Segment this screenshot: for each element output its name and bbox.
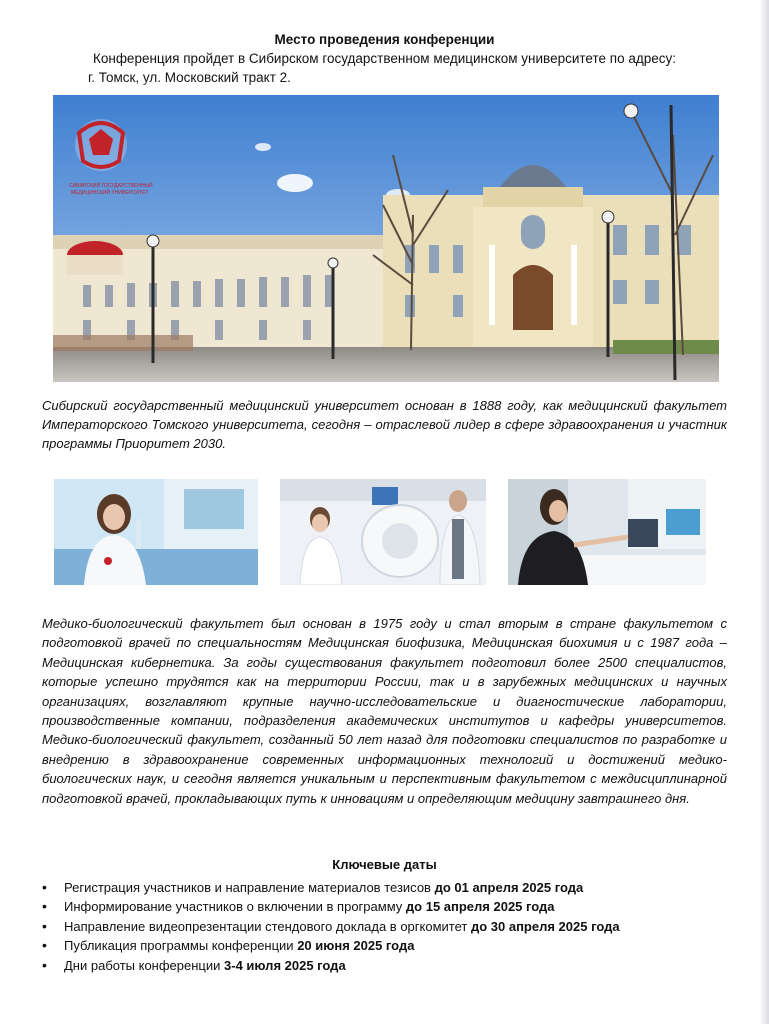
lab-photo-student-pipette [54, 479, 258, 585]
logo-text-line-2: МЕДИЦИНСКИЙ УНИВЕРСИТЕТ [71, 190, 149, 196]
date-value: до 30 апреля 2025 года [470, 918, 620, 934]
date-value: до 15 апреля 2025 года [405, 899, 555, 915]
faculty-description: Медико-биологический факультет был основан в 1975 году и стал вторым в стране факультетом с подготовкой врачей по специальностям Медицинская биофизика, Медицинская биохимия и с 1987 года – Медицинская кибернетика. За годы существования факультет подготовил более 2500 специалистов, которые успешно трудятся как на территории России, так и в зарубежных медицинских и научных организациях, возглавляют крупные научно-исследовательские и диагностические лаборатории, производственные компании, подразделения академических институтов и кафедры университетов. Медико-биологический факультет, созданный 50 лет назад для подготовки специалистов по разработке и внедрению в здравоохранение современных информационных технологий и достижений медико-биологических наук, и сегодня является уникальным и перспективным факультетом с междисциплинарной подготовкой врачей, прокладывающих путь к инновациям и определяющим медицину завтрашнего дня. [42, 616, 727, 806]
key-dates-title: Ключевые даты [332, 857, 437, 872]
list-item: • Дни работы конференции 3-4 июля 2025 года [42, 956, 722, 975]
date-value: 20 июня 2025 года [297, 938, 415, 954]
list-item: • Регистрация участников и направление материалов тезисов до 01 апреля 2025 года [42, 878, 722, 897]
lab-photo-ultrasound-workstation [508, 479, 706, 585]
university-caption: Сибирский государственный медицинский университет основан в 1888 году, как медицинский факультет Императорского Томского университета, сегодня – отраслевой лидер в сфере здравоохранения и участник программы Приоритет 2030. [42, 398, 727, 451]
venue-address: г. Томск, ул. Московский тракт 2. [88, 70, 291, 85]
venue-title: Место проведения конференции [274, 32, 495, 47]
list-item: • Информирование участников о включении в программу до 15 апреля 2025 года [42, 897, 722, 916]
logo-text-line-1: СИБИРСКИЙ ГОСУДАРСТВЕННЫЙ [69, 183, 153, 189]
lab-photo-mri-scanner [280, 479, 486, 585]
key-dates-list [42, 878, 722, 975]
venue-intro-line-1: Конференция пройдет в Сибирском государственном медицинском университете по адресу: [93, 51, 676, 66]
date-value: до 01 апреля 2025 года [434, 880, 584, 895]
date-value: 3-4 июля 2025 года [224, 957, 346, 973]
university-building-photo [53, 95, 719, 382]
list-item: • Публикация программы конференции 20 июня 2025 года [42, 936, 722, 955]
list-item: • Направление видеопрезентации стендового доклада в оргкомитет до 30 апреля 2025 года [42, 917, 722, 936]
